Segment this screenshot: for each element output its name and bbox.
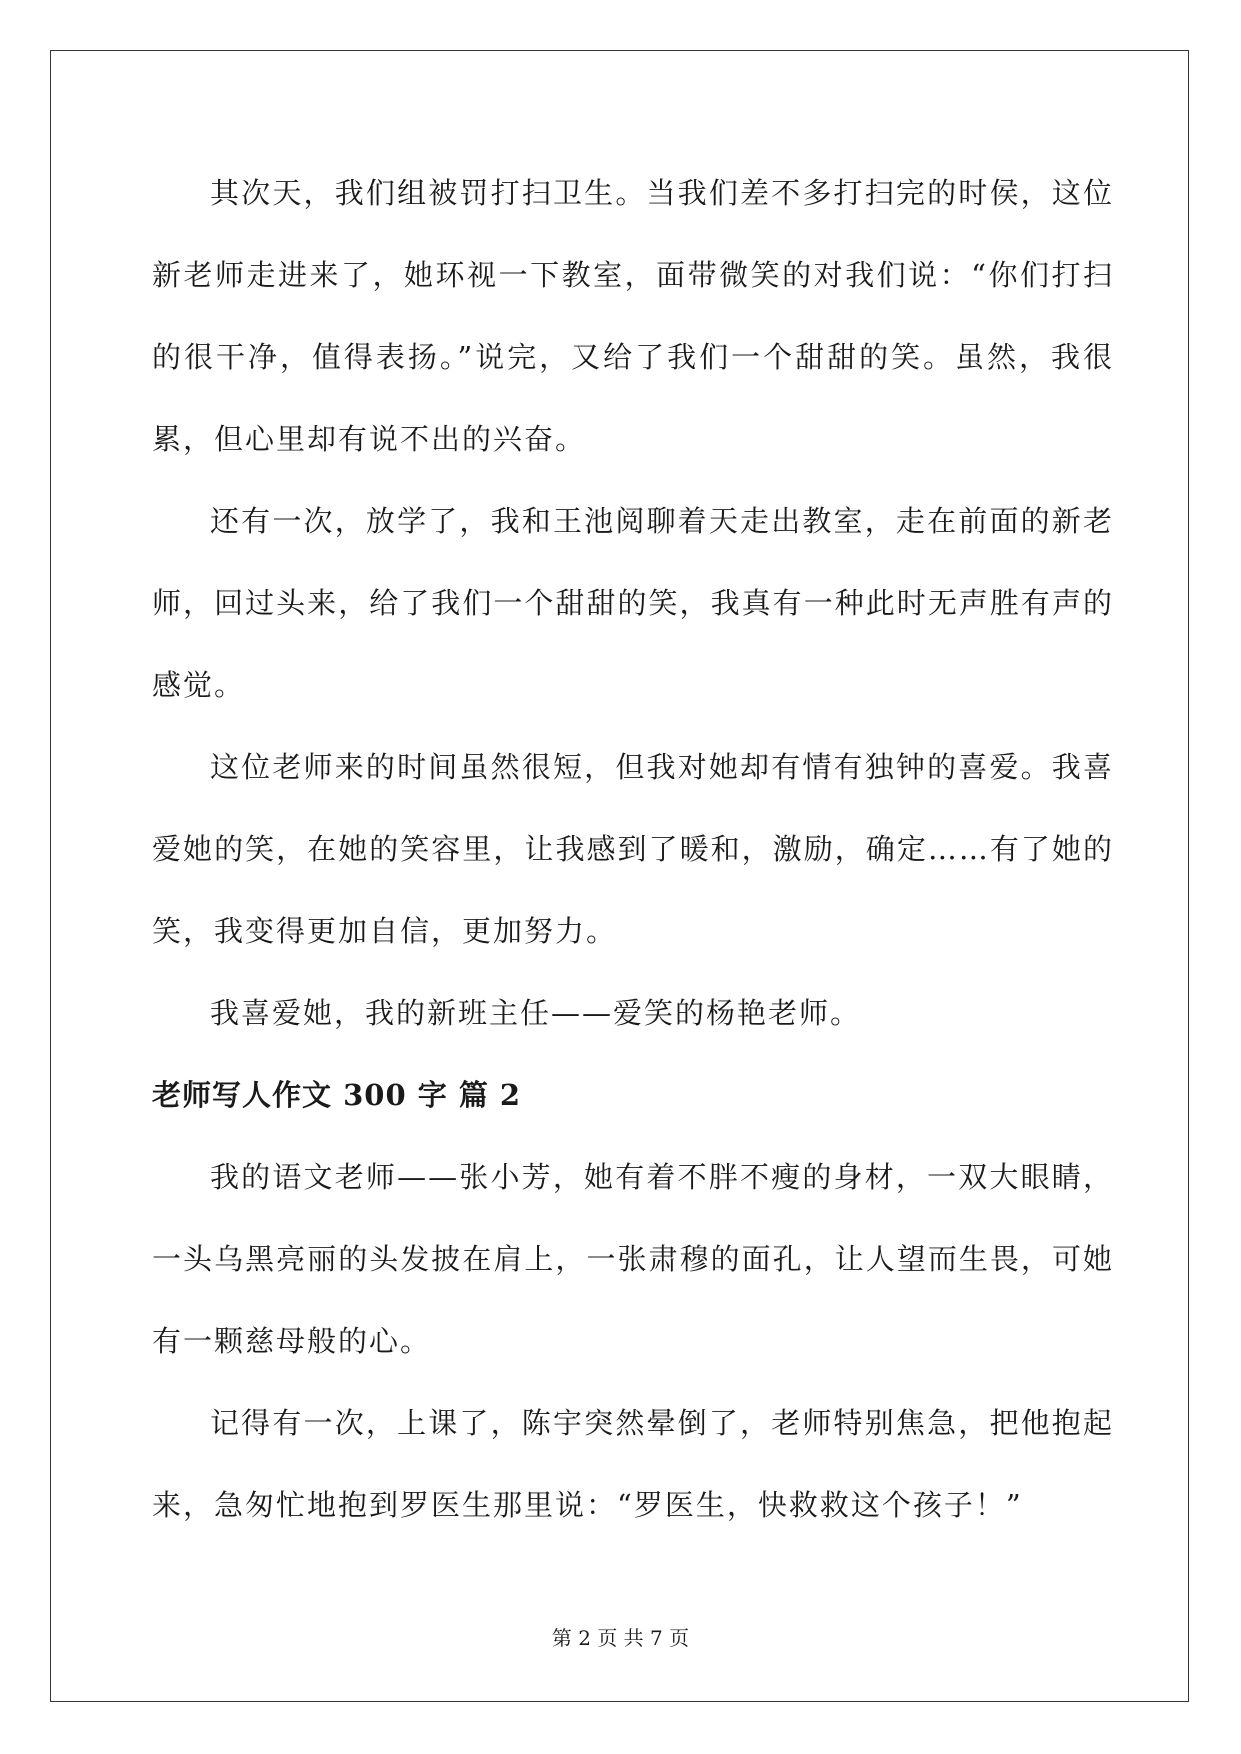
section-title: 老师写人作文 300 字 篇 2 [152, 1078, 522, 1112]
paragraph-1: 其次天，我们组被罚打扫卫生。当我们差不多打扫完的时侯，这位新老师走进来了，她环视一下教室，面带微笑的对我们说：“你们打扫的很干净，值得表扬。”说完，又给了我们一个甜甜的笑。虽然，我很累，但心里却有说不出的兴奋。 [152, 176, 1114, 456]
paragraph-4: 我喜爱她，我的新班主任——爱笑的杨艳老师。 [210, 996, 862, 1030]
paragraph-3: 这位老师来的时间虽然很短，但我对她却有情有独钟的喜爱。我喜爱她的笑，在她的笑容里，让我感到了暖和，激励，确定……有了她的笑，我变得更加自信，更加努力。 [152, 750, 1114, 948]
paragraph-5: 我的语文老师——张小芳，她有着不胖不瘦的身材，一双大眼睛，一头乌黑亮丽的头发披在肩上，一张肃穆的面孔，让人望而生畏，可她有一颗慈母般的心。 [152, 1160, 1114, 1358]
paragraph-6: 记得有一次，上课了，陈宇突然晕倒了，老师特别焦急，把他抱起来，急匆忙地抱到罗医生那里说：“罗医生，快救救这个孩子！” [152, 1406, 1114, 1522]
paragraph-2: 还有一次，放学了，我和王池阅聊着天走出教室，走在前面的新老师，回过头来，给了我们一个甜甜的笑，我真有一种此时无声胜有声的感觉。 [152, 504, 1114, 702]
document-body [152, 152, 1114, 1546]
page-number-footer: 第 2 页 共 7 页 [551, 1626, 690, 1650]
